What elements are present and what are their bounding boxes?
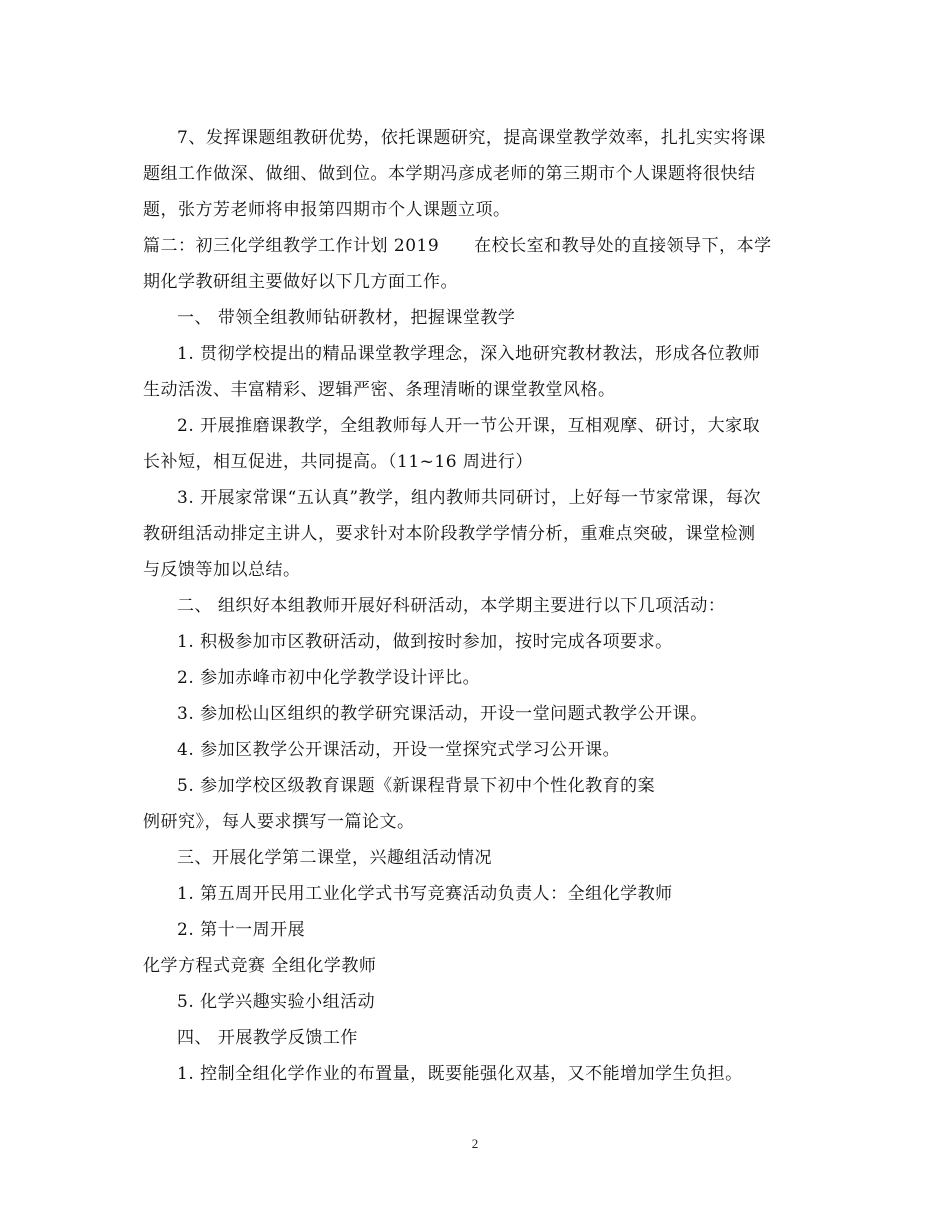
text-line: 长补短，相互促进，共同提高。（11~16 周进行） xyxy=(143,452,533,472)
text-line: 4. 参加区教学公开课活动，开设一堂探究式学习公开课。 xyxy=(177,740,621,760)
text-line: 1. 控制全组化学作业的布置量，既要能强化双基，又不能增加学生负担。 xyxy=(177,1064,743,1084)
text-line: 三、开展化学第二课堂，兴趣组活动情况 xyxy=(177,848,492,868)
text-line: 1. 第五周开民用工业化学式书写竞赛活动负责人：全组化学教师 xyxy=(177,884,673,904)
text-line: 题，张方芳老师将申报第四期市个人课题立项。 xyxy=(143,200,511,220)
text-line: 期化学教研组主要做好以下几方面工作。 xyxy=(143,272,458,292)
text-line: 四、 开展教学反馈工作 xyxy=(177,1028,358,1048)
page-number: 2 xyxy=(471,1136,479,1151)
text-line: 2. 开展推磨课教学，全组教师每人开一节公开课，互相观摩、研讨，大家取 xyxy=(177,416,761,436)
text-line: 5. 化学兴趣实验小组活动 xyxy=(177,992,376,1012)
text-line: 与反馈等加以总结。 xyxy=(143,560,301,580)
text-line: 一、 带领全组教师钻研教材，把握课堂教学 xyxy=(177,308,516,328)
text-line: 生动活泼、丰富精彩、逻辑严密、条理清晰的课堂教堂风格。 xyxy=(143,380,616,400)
text-line: 3. 参加松山区组织的教学研究课活动，开设一堂问题式教学公开课。 xyxy=(177,704,708,724)
text-line: 1. 贯彻学校提出的精品课堂教学理念，深入地研究教材教法，形成各位教师 xyxy=(177,344,761,364)
document-body xyxy=(143,118,807,1090)
text-line: 篇二：初三化学组教学工作计划 2019 在校长室和教导处的直接领导下，本学 xyxy=(143,236,772,256)
text-line: 教研组活动排定主讲人，要求针对本阶段教学学情分析，重难点突破，课堂检测 xyxy=(143,524,756,544)
text-line: 7、发挥课题组教研优势，依托课题研究，提高课堂教学效率，扎扎实实将课 xyxy=(177,128,766,148)
text-line: 例研究》，每人要求撰写一篇论文。 xyxy=(143,812,415,832)
text-line: 5. 参加学校区级教育课题《新课程背景下初中个性化教育的案 xyxy=(177,776,656,796)
text-line: 二、 组织好本组教师开展好科研活动，本学期主要进行以下几项活动： xyxy=(177,596,726,616)
text-line: 1. 积极参加市区教研活动，做到按时参加，按时完成各项要求。 xyxy=(177,632,673,652)
text-line: 2. 参加赤峰市初中化学教学设计评比。 xyxy=(177,668,481,688)
text-line: 2. 第十一周开展 xyxy=(177,920,306,940)
text-line: 化学方程式竞赛 全组化学教师 xyxy=(143,956,377,976)
text-line: 3. 开展家常课“五认真”教学，组内教师共同研讨，上好每一节家常课，每次 xyxy=(177,488,762,508)
text-line: 题组工作做深、做细、做到位。本学期冯彦成老师的第三期市个人课题将很快结 xyxy=(143,164,756,184)
